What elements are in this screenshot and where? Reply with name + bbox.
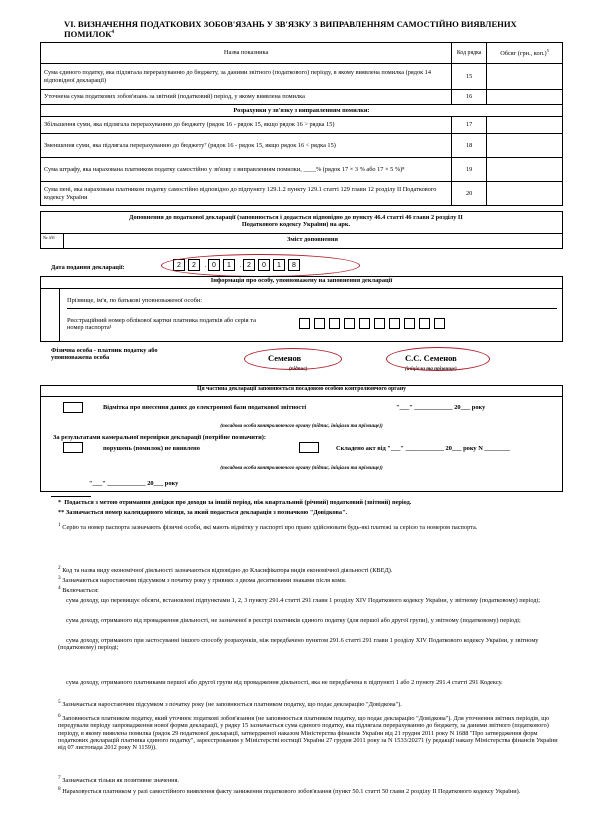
supplement-content-header: Зміст доповнення — [286, 236, 338, 243]
date-highlight-oval — [161, 254, 360, 277]
table-row: Сума єдиного податку, яка підлягала перерахуванню до бюджету, за даними звітного (податкового) періоду, в якому виявлена помилка (рядок 14 відповідної декларації) 15 — [41, 64, 563, 90]
section-heading: Розрахунки у зв'язку з виправленням помилки: — [41, 105, 563, 117]
table-row: Збільшення суми, яка підлягала перерахуванню до бюджету (рядок 16 - рядок 15, якщо рядок 16 > рядка 15) 17 — [41, 117, 563, 134]
data-entry-label: Відмітка про внесення даних до електронної бази податкової звітності — [103, 404, 307, 411]
signature-value: Семенов — [268, 353, 302, 363]
footnote-5: $^5$ Зазначається наростаючим підсумком з початку року (не заповнюється платником податку, що подає декларацію "Довідкова"). — [58, 699, 402, 709]
date-digit[interactable]: 2 — [188, 259, 200, 271]
value-cell-20[interactable] — [487, 182, 563, 206]
date-digit[interactable]: 0 — [258, 259, 270, 271]
footnote-3: $^3$ Зазначаються наростаючим підсумком з початку року у гривнях з двома десятковими знаками після коми. — [58, 575, 347, 585]
control-sig-caption-2: (посадова особа контролюючого органу (підпис, ініціали та прізвище)) — [220, 465, 383, 471]
supplement-title: Доповнення до податкової декларації (заповнюється і додається відповідно до пункту 46.4 статті 46 глави 2 розділу II Податкового кодексу України) на арк. — [129, 214, 463, 229]
footnote-4a: сума доходу, що перевищує обсяги, встановлені підпунктами 1, 2, 3 пункту 291.4 статті 291 глави 1 розділу XIV Податкового кодексу України, у звітному (податковому) періоді; — [66, 597, 540, 604]
footnote-8: $^8$ Нараховується платником у разі самостійного виявлення факту заниження податкового зобов'язання (пункт 50.1 статті 50 глави 2 розділу II Податкового кодексу України). — [58, 786, 521, 796]
date-digit[interactable]: 0 — [208, 259, 220, 271]
table-row: Сума штрафу, яка нарахована платником податку самостійно у зв'язку з виправленням помилки, ____% (рядок 17 × 3 % або 17 × 5 %)⁸ 19 — [41, 158, 563, 182]
signer-name-value: С.С. Семенов — [405, 353, 457, 363]
supplement-num-header: № з/п — [43, 236, 55, 241]
footnote-1: $^1$ Серію та номер паспорта зазначають фізичні особи, які мають відмітку у паспорті про право здійснювати будь-які платежі за серією та номером паспорта. — [58, 522, 478, 532]
signature-caption: (підпис) — [289, 366, 308, 372]
date-cells[interactable]: 2 2 . 0 1 . 2 0 1 8 — [173, 259, 353, 271]
result-label: За результатами камеральної перевірки декларації (потрібне позначити): — [53, 434, 267, 441]
no-errors-label: порушень (помилок) не виявлено — [103, 445, 200, 452]
footnote-star1: * Подається з метою отримання довідки про доходи за іншій період, ніж квартальний (річний) податковий (звітний) період. — [58, 499, 412, 506]
page-title: VI. ВИЗНАЧЕННЯ ПОДАТКОВИХ ЗОБОВ'ЯЗАНЬ У ЗВ'ЯЗКУ З ВИПРАВЛЕННЯМ САМОСТІЙНО ВИЯВЛЕНИХ ПОМИЛОК$^4$ — [64, 19, 517, 39]
tax-liabilities-table — [40, 42, 563, 206]
header-name: Назва показника — [41, 43, 452, 64]
date-digit[interactable]: 1 — [223, 259, 235, 271]
date-digit[interactable]: 1 — [273, 259, 285, 271]
header-code: Код рядка — [452, 43, 487, 64]
authorized-reg-cells[interactable] — [299, 318, 449, 331]
act-checkbox[interactable] — [299, 442, 319, 453]
footnote-star2: ** Зазначається номер календарного місяця, за який подається декларація з позначкою "Довідкова". — [58, 509, 348, 516]
date-digit[interactable]: 2 — [243, 259, 255, 271]
control-date-2: "___" ____________ 20___ року — [89, 480, 179, 487]
footnote-4b: сума доходу, отриманого від провадження діяльності, не зазначеної в реєстрі платників єдиного податку (для першої або другої групи), у звітному (податковому) періоді; — [66, 617, 521, 624]
footnote-4: $^4$ Включається: — [58, 585, 99, 595]
authorized-title: Інформація про особу, уповноважену на заповнення декларації — [41, 277, 562, 289]
footnote-2: $^2$ Код та назва виду економічної діяльності зазначаються відповідно до Класифікатора видів економічної діяльності (КВЕД). — [58, 565, 393, 575]
value-cell-17[interactable] — [487, 117, 563, 134]
table-row: Сума пені, яка нарахована платником податку самостійно відповідно до підпункту 129.1.2 пункту 129.1 статті 129 глави 12 розділу II Податкового кодексу України 20 — [41, 182, 563, 206]
footnote-4d: сума доходу, отриманого платниками першої або другої групи від провадження діяльності, яка не передбачена в підпункті 1 або 2 пункту 291.4 статті 291 Кодексу. — [66, 679, 503, 686]
signer-name-oval — [386, 347, 490, 371]
supplement-block — [40, 211, 563, 249]
control-title: Ця частина декларації заповнюється посадовою особою контролюючого органу — [41, 386, 562, 397]
table-row: Зменшення суми, яка підлягала перерахуванню до бюджету⁷ (рядок 16 - рядок 15, якщо рядок 16 < рядка 15) 18 — [41, 134, 563, 158]
date-digit[interactable]: 8 — [288, 259, 300, 271]
control-sig-caption-1: (посадова особа контролюючого органу (підпис, ініціали та прізвище)) — [220, 423, 383, 429]
footnote-6: $^6$ Заповнюється платником податку, який уточнює податкові зобов'язання (не заповнюється платником податку, що подає декларацію "Довідкова"). Для уточнення звітних періодів, що передували періоду запровадження нової форми декларації, у рядку 15 зазначається сума єдиного податку, яка підлягала перерахуванню до бюджету, за даними звітного (податкового) періоду, в якому виявлена помилка (рядок 29 податкової декларації, затвердженої наказом Міністерства фінансів України від 21 грудня 2011 року N 1688 "Про затвердження форм податкових декларацій платника єдиного податку", зареєстрованим у Міністерстві юстиції України 27 грудня 2011 року за N 1533/20271 (у редакції наказу Міністерства фінансів України від 07 листопада 2012 року N 1159)). — [58, 713, 558, 752]
act-label: Складено акт від "___" ____________ 20___ року N ________ — [336, 445, 510, 452]
authorized-person-block — [40, 276, 563, 342]
no-errors-checkbox[interactable] — [63, 442, 83, 453]
value-cell-16[interactable] — [487, 90, 563, 105]
data-entry-date: "___" ____________ 20___ року — [396, 404, 486, 411]
authorized-reg-label: Реєстраційний номер облікової картки платника податків або серія та номер паспорта¹ — [67, 317, 256, 332]
signer-label: Фізична особа - платник податку або уповноважена особа — [51, 347, 158, 362]
date-label: Дата подання декларації: — [51, 264, 125, 271]
table-row: Уточнена сума податкових зобов'язань за звітний (податковий) період, у якому виявлена помилка 16 — [41, 90, 563, 105]
value-cell-18[interactable] — [487, 134, 563, 158]
title-footnote-mark: 4 — [111, 30, 114, 36]
signature-oval — [244, 348, 342, 370]
header-volume: Обсяг (грн., коп.)$^5$ — [487, 43, 563, 64]
date-digit[interactable]: 2 — [173, 259, 185, 271]
signer-name-caption: (ініціали та прізвище) — [405, 366, 457, 372]
control-block — [40, 385, 563, 492]
authorized-name-label: Прізвище, ім'я, по батькові уповноваженої особи: — [67, 297, 203, 304]
value-cell-15[interactable] — [487, 64, 563, 90]
footnote-4c: сума доходу, отриманого при застосуванні іншого способу розрахунків, ніж передбачено пунктом 291.6 статті 291 глави 1 розділу XIV Податкового кодексу України, у звітному (податковому) періоді; — [58, 637, 539, 652]
footnote-7: $^7$ Зазначається тільки як позитивне значення. — [58, 775, 179, 785]
value-cell-19[interactable] — [487, 158, 563, 182]
data-entry-checkbox[interactable] — [63, 402, 83, 413]
